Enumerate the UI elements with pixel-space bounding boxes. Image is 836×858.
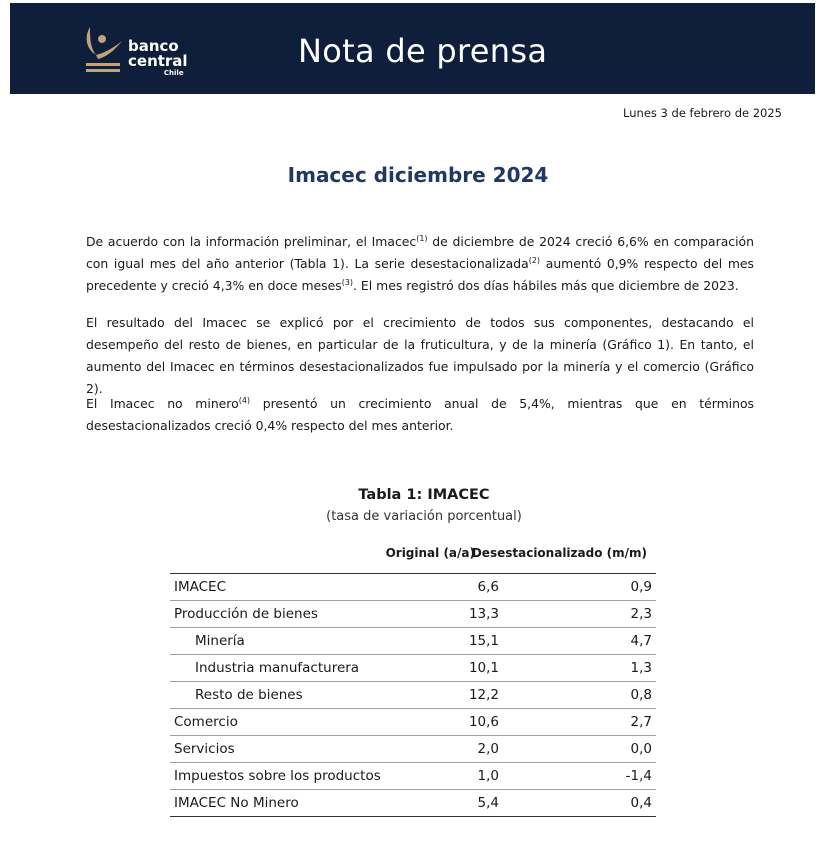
row-label: IMACEC — [170, 574, 429, 601]
banco-central-logo-icon — [82, 23, 124, 77]
table-row — [170, 736, 656, 763]
value-desest: 4,7 — [503, 628, 656, 655]
table-row — [170, 655, 656, 682]
value-original: 2,0 — [429, 736, 503, 763]
value-original: 1,0 — [429, 763, 503, 790]
row-label: Comercio — [170, 709, 429, 736]
row-label: Resto de bienes — [170, 682, 429, 709]
row-label: IMACEC No Minero — [170, 790, 429, 817]
paragraph-3 — [86, 393, 754, 437]
table-row — [170, 601, 656, 628]
p1-text-b: de diciembre de 2024 creció 6,6% en comparación con igual mes del año anterior (Tabla 1). La serie desestacionalizada — [86, 234, 754, 271]
value-desest: -1,4 — [503, 763, 656, 790]
p3-text-a: El Imacec no minero — [86, 396, 239, 411]
value-desest: 2,3 — [503, 601, 656, 628]
logo-wordmark — [128, 39, 188, 77]
footnote-ref-4: (4) — [238, 395, 251, 405]
row-label: Minería — [170, 628, 429, 655]
page-title: Imacec diciembre 2024 — [287, 163, 549, 187]
value-original: 15,1 — [429, 628, 503, 655]
publication-date: Lunes 3 de febrero de 2025 — [623, 106, 782, 120]
p1-text-a: De acuerdo con la información preliminar, el Imacec — [86, 234, 417, 249]
row-label: Producción de bienes — [170, 601, 429, 628]
table-row — [170, 574, 656, 601]
imacec-table — [170, 573, 656, 817]
value-desest: 2,7 — [503, 709, 656, 736]
row-label: Servicios — [170, 736, 429, 763]
value-original: 13,3 — [429, 601, 503, 628]
column-header-desestacionalizado: Desestacionalizado (m/m) — [471, 546, 647, 560]
logo-line-banco: banco — [128, 37, 179, 55]
value-original: 6,6 — [429, 574, 503, 601]
value-desest: 0,8 — [503, 682, 656, 709]
table-subtitle: (tasa de variación porcentual) — [326, 509, 522, 524]
value-desest: 0,0 — [503, 736, 656, 763]
p1-text-c: aumentó 0,9% respecto del mes precedente y creció 4,3% en doce meses — [86, 256, 754, 293]
table-row — [170, 709, 656, 736]
column-header-original: Original (a/a) — [385, 546, 475, 560]
value-original: 10,1 — [429, 655, 503, 682]
row-label: Impuestos sobre los productos — [170, 763, 429, 790]
logo-line-central: central — [128, 52, 188, 70]
value-desest: 0,4 — [503, 790, 656, 817]
row-label: Industria manufacturera — [170, 655, 429, 682]
p3-text-b: presentó un crecimiento anual de 5,4%, mientras que en términos desestacionalizados creció 0,4% respecto del mes anterior. — [86, 396, 754, 433]
header-title: Nota de prensa — [298, 32, 548, 70]
footnote-ref-1: (1) — [416, 233, 428, 243]
header-banner — [10, 3, 815, 94]
paragraph-1 — [86, 231, 754, 297]
footnote-ref-2: (2) — [528, 255, 541, 265]
footnote-ref-3: (3) — [341, 277, 354, 287]
table-row — [170, 682, 656, 709]
table-row — [170, 628, 656, 655]
value-desest: 1,3 — [503, 655, 656, 682]
paragraph-2: El resultado del Imacec se explicó por el crecimiento de todos sus componentes, destacando el desempeño del resto de bienes, en particular de la fruticultura, y de la minería (Gráfico 1). En tanto, el aumento del Imacec en términos desestacionalizados fue impulsado por la minería y el comercio (Gráfico 2). — [86, 315, 754, 396]
value-original: 12,2 — [429, 682, 503, 709]
table-row — [170, 790, 656, 817]
p1-text-d: . El mes registró dos días hábiles más que diciembre de 2023. — [353, 278, 739, 293]
value-desest: 0,9 — [503, 574, 656, 601]
table-title: Tabla 1: IMACEC — [358, 487, 490, 503]
table-row — [170, 763, 656, 790]
logo-line-chile: Chile — [163, 69, 184, 77]
value-original: 10,6 — [429, 709, 503, 736]
value-original: 5,4 — [429, 790, 503, 817]
